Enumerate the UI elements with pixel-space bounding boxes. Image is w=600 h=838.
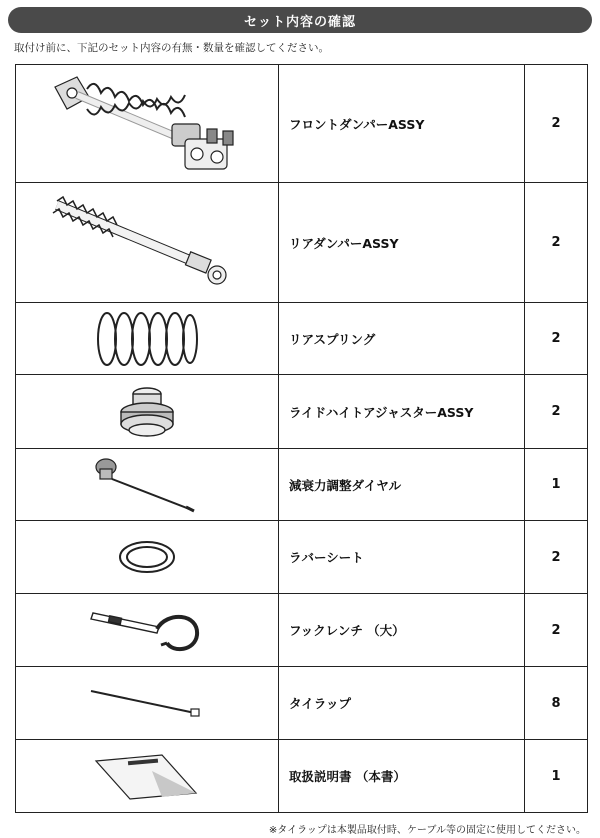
rear-damper-icon: [47, 193, 247, 293]
item-name: リアダンパーASSY: [279, 183, 525, 302]
item-qty: 1: [551, 477, 561, 492]
item-name: リアスプリング: [279, 303, 525, 374]
hook-wrench-icon: [87, 605, 207, 655]
item-name: タイラップ: [279, 667, 525, 739]
front-damper-icon: [47, 69, 247, 179]
rear-spring-icon: [92, 309, 202, 369]
section-header: [8, 7, 592, 33]
table-row: [16, 303, 587, 375]
item-name: フロントダンパーASSY: [279, 65, 525, 182]
table-row: [16, 65, 587, 183]
item-image-cell: [16, 375, 279, 448]
item-name: ラバーシート: [279, 521, 525, 593]
item-name: 取扱説明書 （本書）: [279, 740, 525, 812]
table-row: [16, 594, 587, 667]
table-row: [16, 449, 587, 521]
item-qty: 2: [551, 404, 561, 419]
manual-icon: [92, 751, 202, 801]
item-qty: 1: [551, 768, 561, 784]
item-image-cell: [16, 667, 279, 739]
item-image-cell: [16, 521, 279, 593]
item-image-cell: [16, 303, 279, 374]
intro-text: 取付け前に、下記のセット内容の有無・数量を確認してください。: [14, 42, 329, 54]
item-image-cell: [16, 740, 279, 812]
item-qty: 2: [551, 622, 561, 638]
ride-height-adjuster-icon: [112, 382, 182, 442]
item-name: ライドハイトアジャスターASSY: [279, 375, 525, 448]
cable-tie-icon: [87, 683, 207, 723]
item-qty: 2: [551, 331, 561, 346]
item-qty: 2: [551, 549, 561, 565]
item-name: フックレンチ （大）: [279, 594, 525, 666]
rubber-seat-icon: [117, 537, 177, 577]
contents-table: [15, 64, 588, 813]
table-row: [16, 521, 587, 594]
item-qty: 8: [551, 695, 561, 711]
footnote: ※タイラップは本製品取付時、ケーブル等の固定に使用してください。: [268, 825, 586, 836]
table-row: [16, 183, 587, 303]
item-image-cell: [16, 65, 279, 182]
item-image-cell: [16, 449, 279, 520]
section-title: セット内容の確認: [243, 14, 356, 30]
item-image-cell: [16, 183, 279, 302]
damping-dial-icon: [92, 455, 202, 515]
table-row: [16, 375, 587, 449]
item-qty: 2: [551, 235, 561, 250]
item-qty: 2: [551, 116, 561, 131]
table-row: [16, 667, 587, 740]
item-name: 減衰力調整ダイヤル: [279, 449, 525, 520]
table-row: [16, 740, 587, 813]
item-image-cell: [16, 594, 279, 666]
